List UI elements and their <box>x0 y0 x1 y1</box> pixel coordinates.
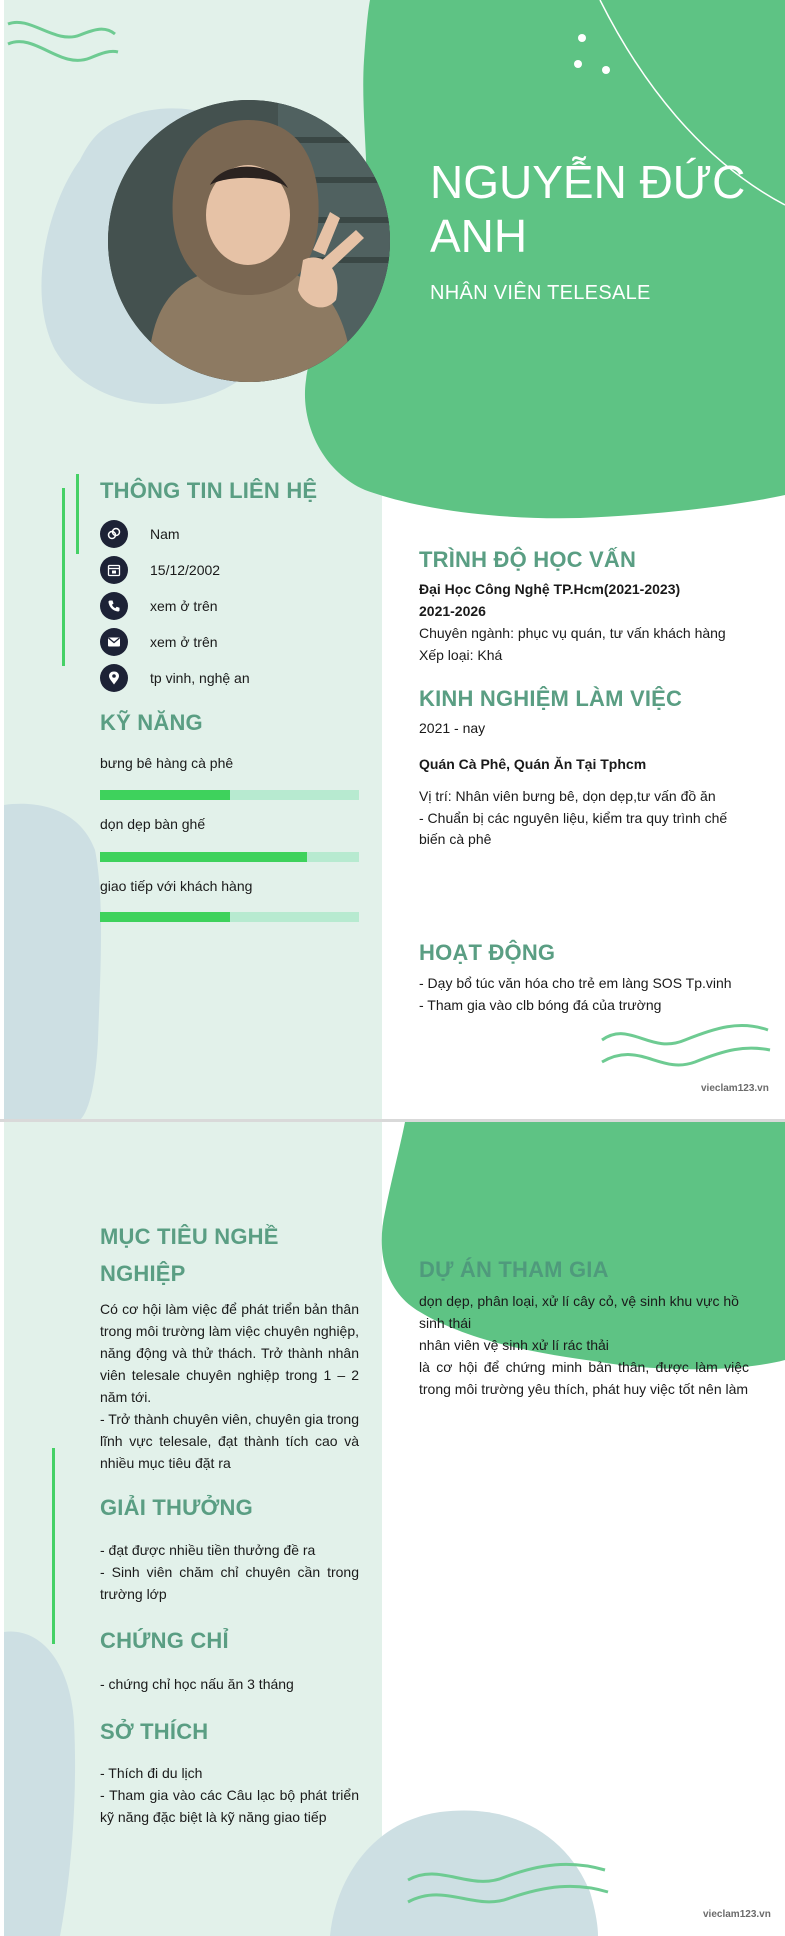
calendar-icon <box>100 556 128 584</box>
contact-email-row <box>100 628 218 656</box>
projects-line-1: dọn dẹp, phân loại, xử lí cây cỏ, vệ sinh khu vực hồ sinh thái <box>419 1293 739 1331</box>
contact-address-row <box>100 664 250 692</box>
location-pin-icon <box>100 664 128 692</box>
projects-section-title: DỰ ÁN THAM GIA <box>419 1257 609 1282</box>
certificates-line-1: - chứng chỉ học nấu ăn 3 tháng <box>100 1676 294 1692</box>
awards-accent-line <box>52 1448 55 1644</box>
name-line-1: NGUYỄN ĐỨC <box>430 156 746 208</box>
career-objective-paragraph-2: - Trở thành chuyên viên, chuyên gia trong lĩnh vực telesale, đạt thành tích cao và nhiều mục tiêu đặt ra <box>100 1411 359 1471</box>
career-title-line-1: MỤC TIÊU NGHỀ <box>100 1224 279 1249</box>
skill-bar-fill <box>100 912 230 922</box>
watermark: vieclam123.vn <box>701 1083 769 1094</box>
skill-label: bưng bê hàng cà phê <box>100 755 234 771</box>
education-years: 2021-2026 <box>419 603 486 619</box>
contact-accent-line <box>62 488 65 666</box>
contact-gender-row <box>100 520 180 548</box>
contact-address-value: tp vinh, nghệ an <box>150 670 250 686</box>
skill-bar <box>100 912 359 922</box>
experience-section-title: KINH NGHIỆM LÀM VIỆC <box>419 686 683 711</box>
job-title: NHÂN VIÊN TELESALE <box>430 282 651 304</box>
awards-line-1: - đạt được nhiều tiền thưởng đề ra <box>100 1542 316 1558</box>
hobbies-line-2: - Tham gia vào các Câu lạc bộ phát triển kỹ năng đặc biệt là kỹ năng giao tiếp <box>100 1787 359 1825</box>
skill-bar-fill <box>100 852 307 862</box>
skill-label: giao tiếp với khách hàng <box>100 878 253 894</box>
hobbies-line-1: - Thích đi du lịch <box>100 1765 203 1781</box>
contact-accent-line-short <box>76 474 79 554</box>
education-section-title: TRÌNH ĐỘ HỌC VẤN <box>419 547 637 572</box>
experience-company: Quán Cà Phê, Quán Ăn Tại Tphcm <box>419 756 647 772</box>
name-line-2: ANH <box>430 210 528 262</box>
avatar-photo <box>108 100 390 382</box>
certificates-section-title: CHỨNG CHỈ <box>100 1628 229 1653</box>
career-objective-paragraph-1: Có cơ hội làm việc để phát triển bản thân trong môi trường làm việc chuyên nghiệp, năng động và thử thách. Trở thành nhân viên telesale chuyên nghiệp trong 1 – 2 năm tới. <box>100 1301 360 1405</box>
education-school: Đại Học Công Nghệ TP.Hcm(2021-2023) <box>419 581 681 597</box>
activities-line-2: - Tham gia vào clb bóng đá của trường <box>419 997 662 1013</box>
avatar <box>108 100 390 382</box>
activities-line-1: - Dạy bổ túc văn hóa cho trẻ em làng SOS Tp.vinh <box>419 975 732 991</box>
contact-gender-value: Nam <box>150 526 180 542</box>
projects-line-2: nhân viên vệ sinh xử lí rác thải <box>419 1337 609 1353</box>
contact-birthdate-row <box>100 556 220 584</box>
contact-birthdate-value: 15/12/2002 <box>150 562 221 578</box>
projects-line-3: là cơ hội để chứng minh bản thân, được làm việc trong môi trường yêu thích, phát huy việc tốt nên làm <box>419 1359 749 1397</box>
experience-position: Vị trí: Nhân viên bưng bê, dọn dẹp,tư vấn đồ ăn <box>419 788 716 804</box>
email-icon <box>100 628 128 656</box>
activities-section-title: HOẠT ĐỘNG <box>419 940 556 965</box>
skills-section-title: KỸ NĂNG <box>100 710 203 735</box>
skill-label: dọn dẹp bàn ghế <box>100 816 206 832</box>
experience-period: 2021 - nay <box>419 720 486 736</box>
education-rank: Xếp loại: Khá <box>419 647 503 663</box>
cv-page-2 <box>0 1122 785 1936</box>
skill-bar-fill <box>100 790 230 800</box>
experience-duty-line-1: - Chuẩn bị các nguyên liệu, kiểm tra quy trình chế <box>419 810 728 826</box>
contact-section-title: THÔNG TIN LIÊN HỆ <box>100 478 318 503</box>
awards-section-title: GIẢI THƯỞNG <box>100 1495 253 1520</box>
contact-phone-row <box>100 592 218 620</box>
watermark: vieclam123.vn <box>703 1909 771 1920</box>
phone-icon <box>100 592 128 620</box>
education-major: Chuyên ngành: phục vụ quán, tư vấn khách hàng <box>419 625 726 641</box>
gender-icon <box>100 520 128 548</box>
contact-email-value: xem ở trên <box>150 634 218 650</box>
contact-phone-value: xem ở trên <box>150 598 218 614</box>
candidate-name <box>430 155 770 263</box>
skill-bar <box>100 790 359 800</box>
hobbies-section-title: SỞ THÍCH <box>100 1719 209 1744</box>
awards-line-2: - Sinh viên chăm chỉ chuyên cần trong trường lớp <box>100 1564 359 1602</box>
skill-bar <box>100 852 359 862</box>
career-objective-title <box>100 1218 279 1292</box>
career-title-line-2: NGHIỆP <box>100 1261 186 1286</box>
experience-duty-line-2: biến cà phê <box>419 831 492 847</box>
